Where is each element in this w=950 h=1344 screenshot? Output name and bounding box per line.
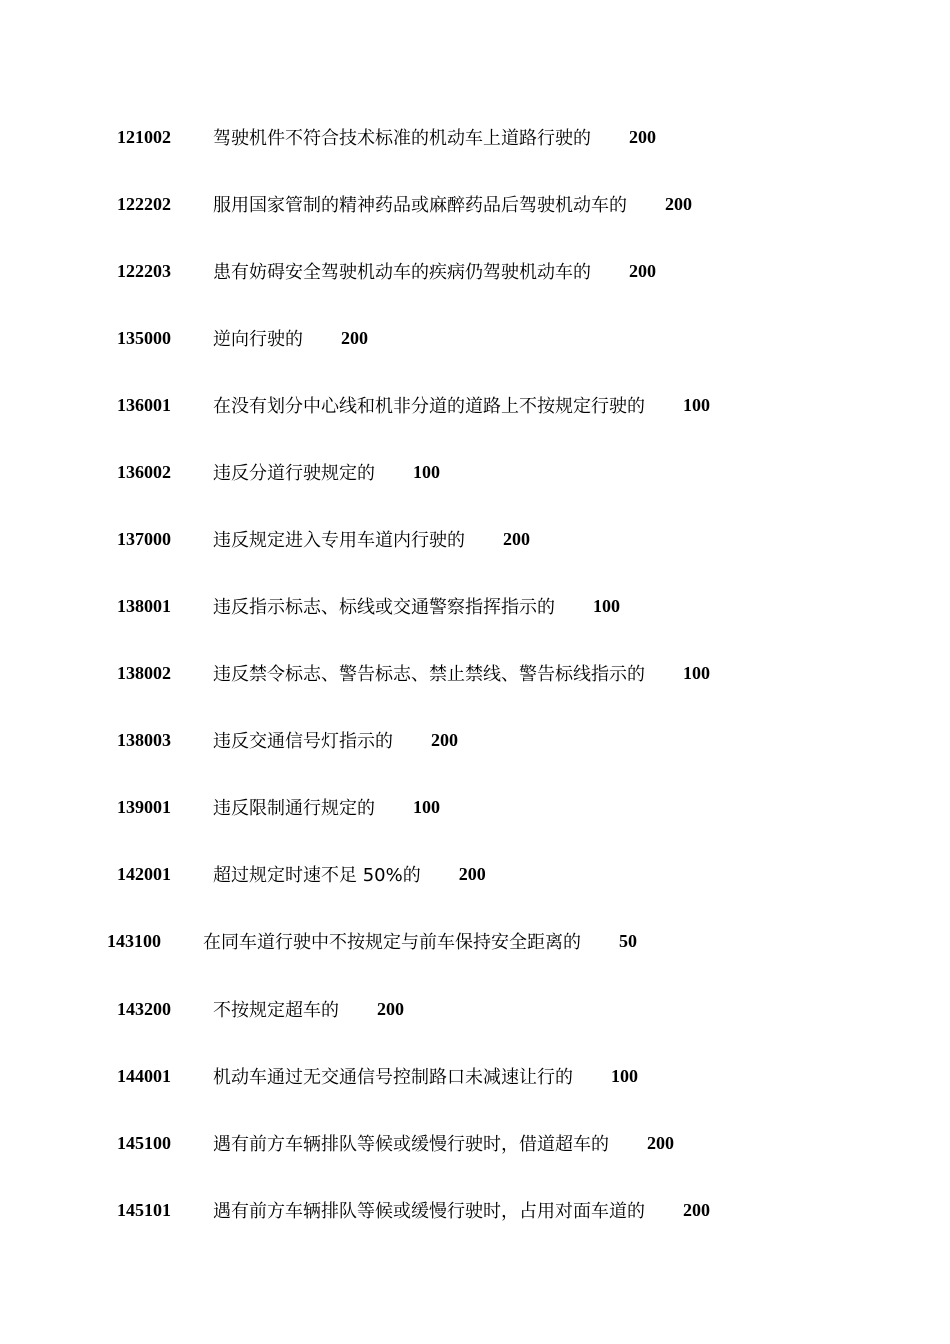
violation-description: 违反分道行驶规定的: [213, 463, 375, 484]
violation-row: [117, 256, 656, 286]
fine-amount: 200: [629, 126, 656, 147]
fine-amount: 200: [629, 260, 656, 281]
violation-description: 违反指示标志、标线或交通警察指挥指示的: [213, 597, 555, 618]
violation-row: [107, 926, 637, 956]
violation-row: [117, 189, 692, 219]
violation-code: 137000: [117, 528, 171, 549]
violation-code: 136001: [117, 394, 171, 415]
violation-row: [117, 792, 440, 822]
violation-code: 139001: [117, 796, 171, 817]
violation-code: 135000: [117, 327, 171, 348]
fine-amount: 200: [431, 729, 458, 750]
fine-amount: 50: [619, 930, 637, 951]
violation-row: [117, 1128, 674, 1158]
violation-description: 患有妨碍安全驾驶机动车的疾病仍驾驶机动车的: [213, 262, 591, 283]
fine-amount: 200: [683, 1199, 710, 1220]
violation-description: 在没有划分中心线和机非分道的道路上不按规定行驶的: [213, 396, 645, 417]
violation-code: 121002: [117, 126, 171, 147]
violation-code: 145101: [117, 1199, 171, 1220]
violation-code: 145100: [117, 1132, 171, 1153]
violation-code: 138003: [117, 729, 171, 750]
violation-code: 143200: [117, 998, 171, 1019]
fine-amount: 100: [593, 595, 620, 616]
violation-description: 遇有前方车辆排队等候或缓慢行驶时，占用对面车道的: [213, 1201, 645, 1222]
violation-row: [117, 658, 710, 688]
violation-code: 122203: [117, 260, 171, 281]
violation-code: 138001: [117, 595, 171, 616]
violation-row: [117, 1195, 710, 1225]
fine-amount: 200: [665, 193, 692, 214]
violation-description: 驾驶机件不符合技术标准的机动车上道路行驶的: [213, 128, 591, 149]
violation-row: [117, 323, 368, 353]
fine-amount: 100: [413, 796, 440, 817]
violation-description: 违反限制通行规定的: [213, 798, 375, 819]
violation-description: 违反交通信号灯指示的: [213, 731, 393, 752]
violation-code: 143100: [107, 930, 161, 951]
violation-description: 违反规定进入专用车道内行驶的: [213, 530, 465, 551]
violation-description: 服用国家管制的精神药品或麻醉药品后驾驶机动车的: [213, 195, 627, 216]
fine-amount: 100: [413, 461, 440, 482]
fine-amount: 100: [683, 394, 710, 415]
fine-amount: 200: [458, 863, 486, 884]
violation-row: [117, 1061, 638, 1091]
fine-amount: 200: [377, 998, 404, 1019]
violation-row: [117, 390, 710, 420]
fine-amount: 100: [683, 662, 710, 683]
violation-row: [117, 725, 458, 755]
violation-description: 不按规定超车的: [213, 1000, 339, 1021]
fine-amount: 200: [503, 528, 530, 549]
violation-code: 138002: [117, 662, 171, 683]
violation-description: 在同车道行驶中不按规定与前车保持安全距离的: [203, 932, 581, 953]
violation-code: 122202: [117, 193, 171, 214]
violation-code: 142001: [117, 863, 171, 884]
violation-code: 136002: [117, 461, 171, 482]
violation-row: [117, 524, 530, 554]
fine-amount: 200: [647, 1132, 674, 1153]
violation-description: 机动车通过无交通信号控制路口未减速让行的: [213, 1067, 573, 1088]
violation-description: 逆向行驶的: [213, 329, 303, 350]
violation-row: [117, 994, 404, 1024]
violation-code: 144001: [117, 1065, 171, 1086]
fine-amount: 100: [611, 1065, 638, 1086]
violation-description: 违反禁令标志、警告标志、禁止禁线、警告标线指示的: [213, 664, 645, 685]
violation-description: 超过规定时速不足 50%的: [213, 865, 421, 886]
violation-row: [117, 591, 620, 621]
violation-description: 遇有前方车辆排队等候或缓慢行驶时，借道超车的: [213, 1134, 609, 1155]
violation-row: [117, 859, 486, 889]
fine-amount: 200: [341, 327, 368, 348]
violation-row: [117, 457, 440, 487]
violation-row: [117, 122, 656, 152]
